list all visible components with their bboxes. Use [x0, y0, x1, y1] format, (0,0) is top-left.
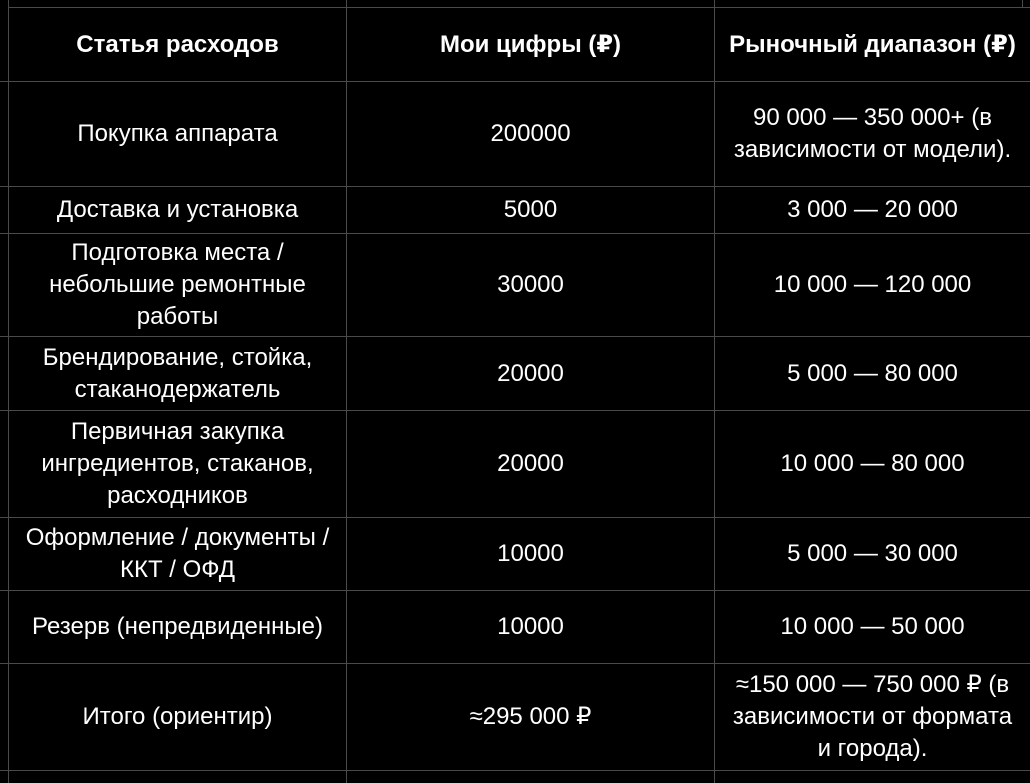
cell-mine: 10000 — [347, 518, 715, 591]
cell-mine: 200000 — [347, 82, 715, 187]
table-row — [9, 518, 1030, 591]
cell-mine: ≈295 000 ₽ — [347, 664, 715, 771]
table-header-row — [9, 8, 1030, 82]
cell-market: 10 000 — 50 000 — [715, 591, 1030, 664]
cell-item: Покупка аппарата — [9, 82, 347, 187]
table-row — [9, 82, 1030, 187]
cell-market: 5 000 — 30 000 — [715, 518, 1030, 591]
cell-mine: 10000 — [347, 591, 715, 664]
cell-item: Подготовка места / небольшие ремонтные работы — [9, 234, 347, 337]
expense-table — [8, 7, 1030, 783]
cell-market: 5 000 — 80 000 — [715, 337, 1030, 411]
header-market: Рыночный диапазон (₽) — [715, 8, 1030, 82]
cell-item: Итого (ориентир) — [9, 664, 347, 771]
cell-mine: 5000 — [347, 187, 715, 234]
header-item: Статья расходов — [9, 8, 347, 82]
header-mine: Мои цифры (₽) — [347, 8, 715, 82]
cell-item: Резерв (непредвиденные) — [9, 591, 347, 664]
table-row — [9, 187, 1030, 234]
cell-mine: 30000 — [347, 234, 715, 337]
cell-item: Оформление / документы / ККТ / ОФД — [9, 518, 347, 591]
table-row — [9, 234, 1030, 337]
table-row-total — [9, 664, 1030, 771]
cell-mine: 20000 — [347, 337, 715, 411]
table-row — [9, 411, 1030, 518]
cell-market: 10 000 — 120 000 — [715, 234, 1030, 337]
cell-market: ≈150 000 — 750 000 ₽ (в зависимости от формата и города). — [715, 664, 1030, 771]
table-row-partial — [9, 771, 1030, 783]
cell-market: 10 000 — 80 000 — [715, 411, 1030, 518]
cell-market: 3 000 — 20 000 — [715, 187, 1030, 234]
cell-item: Первичная закупка ингредиентов, стаканов, расходников — [9, 411, 347, 518]
cell-item: Брендирование, стойка, стаканодержатель — [9, 337, 347, 411]
cell-item: Доставка и установка — [9, 187, 347, 234]
cell-mine: 20000 — [347, 411, 715, 518]
table-row — [9, 591, 1030, 664]
table-row — [9, 337, 1030, 411]
cell-market: 90 000 — 350 000+ (в зависимости от модели). — [715, 82, 1030, 187]
